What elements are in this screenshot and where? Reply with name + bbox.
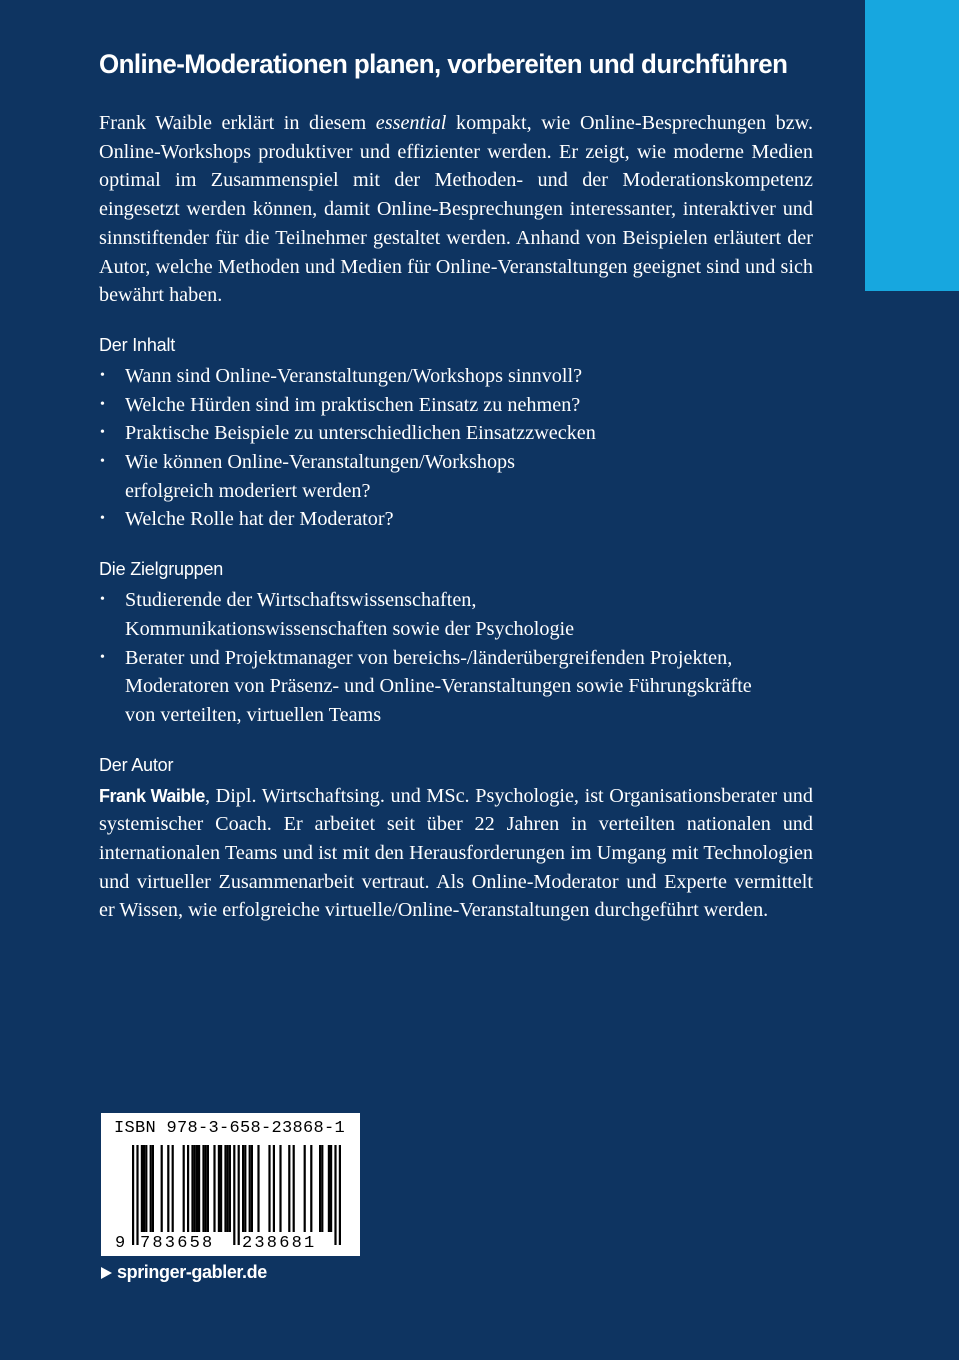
barcode-bar: [279, 1145, 281, 1232]
barcode-bar: [187, 1145, 189, 1232]
barcode-bar: [141, 1145, 143, 1232]
barcode-bar: [196, 1145, 198, 1232]
barcode-graphic: [101, 1113, 360, 1256]
barcode-bar: [257, 1145, 259, 1232]
barcode-bar: [224, 1145, 226, 1232]
barcode-bar: [251, 1145, 253, 1232]
bullet-icon: •: [100, 367, 105, 383]
barcode-bar: [145, 1145, 147, 1232]
barcode-bar: [328, 1145, 330, 1232]
barcode-bar: [194, 1145, 196, 1232]
list-item-text: Studierende der Wirtschaftswissenschaften, Kommunikationswissenschaften sowie der Psychologie: [125, 589, 575, 640]
intro-before: Frank Waible erklärt in diesem: [99, 112, 376, 134]
barcode-digits-left: 783658: [140, 1234, 215, 1253]
accent-bar: [865, 0, 959, 291]
barcode-bar: [242, 1145, 244, 1232]
barcode-bar: [136, 1145, 138, 1245]
barcode-bar: [167, 1145, 169, 1232]
barcode-bar: [213, 1145, 215, 1232]
barcode-bar: [132, 1145, 134, 1245]
barcode-bar: [238, 1145, 240, 1245]
barcode-bar: [198, 1145, 200, 1232]
barcode-bar: [183, 1145, 185, 1232]
barcode-bar: [293, 1145, 295, 1232]
publisher-url: springer-gabler.de: [117, 1262, 267, 1282]
list-item-text: Wie können Online-Veranstaltungen/Workshops erfolgreich moderiert werden?: [125, 451, 516, 502]
publisher-link[interactable]: [101, 1262, 267, 1283]
barcode-bar: [339, 1145, 341, 1245]
intro-emphasis: essential: [375, 112, 447, 134]
list-item-text: Berater und Projektmanager von bereichs-/länderübergreifenden Projekten, Moderatoren von Präsenz- und Online-Veranstaltungen sowie Führungskräfte von verteilten, virtuellen Teams: [125, 646, 752, 726]
intro-after: kompakt, wie Online-Besprechungen bzw. Online-Workshops produktiver und effizienter werden. Er zeigt, wie moderne Medien optimal im Zusammenspiel mit der Methoden- und der Moderationskompetenz eingesetzt werden können, damit Online-Besprechungen interessanter, interaktiver und sinnstiftender für die Teilnehmer gestaltet werden. Anhand von Beispielen erläutert der Autor, welche Methoden und Medien für Online-Veranstaltungen geeignet sind und sich bewährt haben.: [99, 112, 813, 307]
barcode-bar: [218, 1145, 220, 1232]
list-item-text: Praktische Beispiele zu unterschiedlichen Einsatzzwecken: [125, 422, 596, 445]
barcode-bar: [330, 1145, 332, 1232]
list-item: [99, 362, 813, 391]
barcode-bar: [304, 1145, 306, 1232]
intro-paragraph: [99, 109, 813, 310]
list-item: [99, 419, 813, 448]
isbn-barcode: [101, 1113, 360, 1256]
barcode-bar: [202, 1145, 204, 1232]
barcode-bar: [207, 1145, 209, 1232]
barcode-bar: [244, 1145, 246, 1232]
barcode-bar: [191, 1145, 193, 1232]
list-item-text: Wann sind Online-Veranstaltungen/Workshops sinnvoll?: [125, 364, 583, 387]
barcode-digit-lead: 9: [115, 1234, 128, 1253]
barcode-bar: [319, 1145, 321, 1232]
barcode-bar: [249, 1145, 251, 1232]
triangle-arrow-icon: [101, 1267, 112, 1279]
barcode-bar: [227, 1145, 229, 1232]
barcode-bar: [220, 1145, 222, 1232]
isbn-label: ISBN 978-3-658-23868-1: [114, 1119, 346, 1138]
author-name: Frank Waible: [99, 785, 205, 806]
barcode-bar: [233, 1145, 235, 1245]
barcode-bar: [288, 1145, 290, 1232]
bullet-icon: •: [100, 592, 105, 608]
barcode-bar: [205, 1145, 207, 1232]
list-item: [99, 644, 765, 730]
list-item-text: Welche Rolle hat der Moderator?: [125, 508, 394, 531]
zielgruppen-list: [99, 586, 813, 730]
page-title: Online-Moderationen planen, vorbereiten und durchführen: [99, 49, 788, 79]
inhalt-list: [99, 362, 813, 534]
list-item: [99, 391, 813, 420]
bullet-icon: •: [100, 454, 105, 470]
autor-text: , Dipl. Wirtschaftsing. und MSc. Psychologie, ist Organisationsberater und systemischer Coach. Er arbeitet seit über 22 Jahren in verteilten nationalen und internationalen Teams und ist mit den Herausforderungen im Umgang mit Technologien und virtueller Zusammenarbeit vertraut. Als Online-Moderator und Experte vermittelt er Wissen, wie erfolgreiche virtuelle/Online-Veranstaltungen durchgeführt werden.: [99, 784, 813, 922]
back-cover-content: [99, 44, 813, 925]
barcode-bar: [334, 1145, 336, 1245]
barcode-bar: [150, 1145, 152, 1232]
barcode-bar: [310, 1145, 312, 1232]
barcode-bar: [161, 1145, 163, 1232]
barcode-bar: [321, 1145, 323, 1232]
autor-paragraph: [99, 782, 813, 926]
list-item: [99, 505, 813, 534]
inhalt-heading: Der Inhalt: [99, 334, 176, 355]
barcode-bar: [229, 1145, 231, 1232]
barcode-bar: [152, 1145, 154, 1232]
list-item: [99, 586, 645, 643]
zielgruppen-heading: Die Zielgruppen: [99, 559, 224, 580]
barcode-bar: [273, 1145, 275, 1232]
barcode-bar: [268, 1145, 270, 1232]
autor-heading: Der Autor: [99, 754, 174, 775]
barcode-digits-right: 238681: [242, 1234, 317, 1253]
bullet-icon: •: [100, 396, 105, 412]
bullet-icon: •: [100, 425, 105, 441]
list-item: [99, 448, 605, 505]
barcode-bar: [143, 1145, 145, 1232]
bullet-icon: •: [100, 511, 105, 527]
list-item-text: Welche Hürden sind im praktischen Einsatz zu nehmen?: [125, 393, 581, 416]
bullet-icon: •: [100, 649, 105, 665]
barcode-bar: [172, 1145, 174, 1232]
